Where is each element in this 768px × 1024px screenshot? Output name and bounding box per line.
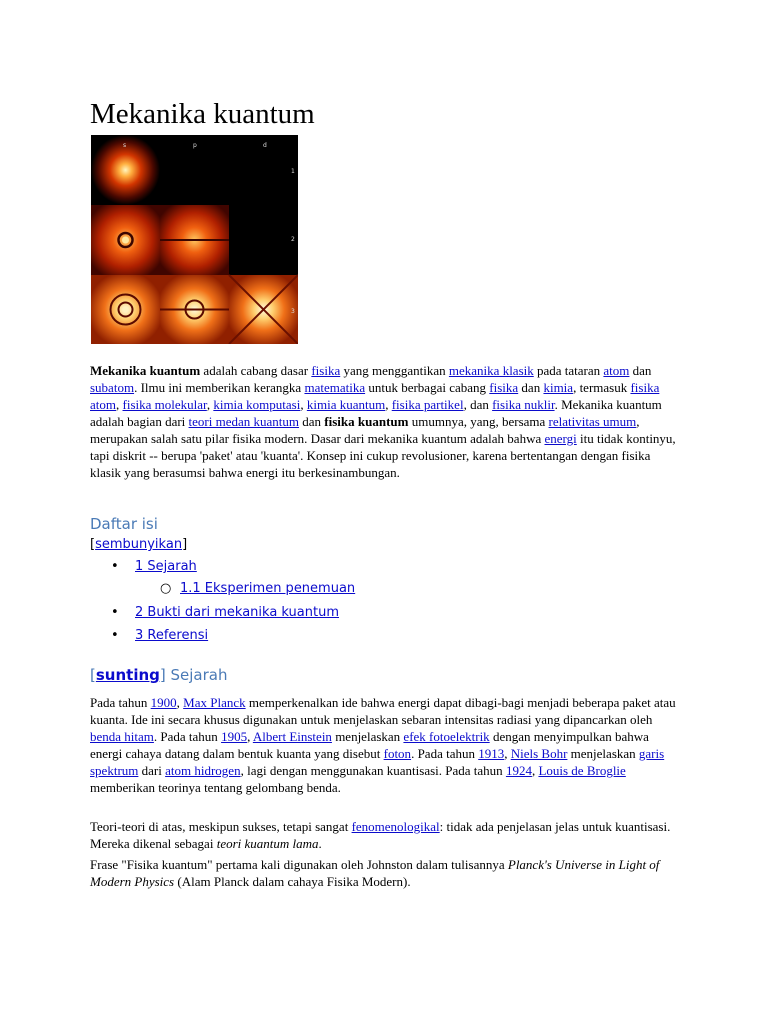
text-run: dengan menyimpulkan bahwa energi cahaya datang dalam bentuk kuanta yang disebut — [90, 729, 649, 761]
text-run: , — [300, 397, 307, 412]
bold-term: Mekanika kuantum — [90, 363, 201, 378]
toc-hide-link[interactable]: sembunyikan — [95, 537, 183, 552]
inline-link[interactable]: Albert Einstein — [252, 729, 332, 744]
col-label-s: s — [123, 142, 127, 149]
text-run: . Pada tahun — [153, 729, 222, 744]
inline-link[interactable]: matematika — [304, 380, 366, 395]
inline-link[interactable]: fisika atom — [90, 380, 660, 412]
inline-link[interactable]: 1900 — [150, 695, 177, 710]
col-label-p: p — [193, 142, 197, 149]
text-run: Pada tahun — [90, 695, 151, 710]
text-run: . Mekanika kuantum adalah bagian dari — [90, 397, 662, 429]
toc-item-eksperimen: ○ 1.1 Eksperimen penemuan — [160, 581, 356, 596]
text-run: untuk berbagai cabang — [365, 380, 490, 395]
inline-link[interactable]: fisika partikel — [391, 397, 464, 412]
inline-link[interactable]: fenomenologikal — [351, 819, 440, 834]
intro-paragraph — [90, 362, 680, 481]
toc-item-sejarah: • 1 Sejarah — [111, 559, 197, 574]
text-run: , — [206, 397, 214, 412]
text-run: dan — [518, 380, 544, 395]
inline-link[interactable]: subatom — [90, 380, 135, 395]
text-run: dan — [629, 363, 652, 378]
row-label-3: 3 — [291, 308, 295, 315]
inline-link[interactable]: atom — [603, 363, 630, 378]
text-run: Teori-teori di atas, meskipun sukses, tetapi sangat — [90, 819, 352, 834]
inline-link[interactable]: kimia — [543, 380, 574, 395]
inline-link[interactable]: Max Planck — [183, 695, 246, 710]
inline-link[interactable]: relativitas umum — [548, 414, 637, 429]
text-run: dan — [299, 414, 325, 429]
row-label-2: 2 — [291, 236, 295, 243]
text-run: , — [531, 763, 539, 778]
text-run: memberikan teorinya tentang gelombang benda. — [90, 780, 341, 795]
section-heading-sejarah: [sunting] Sejarah — [90, 666, 228, 684]
text-run: yang menggantikan — [340, 363, 449, 378]
inline-link[interactable]: fisika nuklir — [492, 397, 555, 412]
inline-link[interactable]: fisika — [489, 380, 519, 395]
row-label-1: 1 — [291, 168, 295, 175]
text-run: memperkenalkan ide bahwa energi dapat dibagi-bagi menjadi beberapa paket atau kuanta. Ide ini secara khusus digunakan untuk menjelaskan sebaran intensitas radiasi yang dipancarkan oleh — [90, 695, 676, 727]
teori-paragraph — [90, 818, 680, 852]
inline-link[interactable]: benda hitam — [90, 729, 154, 744]
inline-link[interactable]: fisika molekular — [122, 397, 207, 412]
italic-text: Planck's Universe in Light of Modern Physics — [90, 857, 660, 889]
toc-link-sejarah[interactable]: 1 Sejarah — [135, 559, 197, 574]
inline-link[interactable]: atom hidrogen — [165, 763, 241, 778]
inline-link[interactable]: teori medan kuantum — [188, 414, 300, 429]
frase-paragraph — [90, 856, 680, 890]
text-run: . Ilmu ini memberikan kerangka — [134, 380, 305, 395]
inline-link[interactable]: Louis de Broglie — [538, 763, 626, 778]
toc-toggle: [sembunyikan] — [90, 537, 188, 552]
inline-link[interactable]: mekanika klasik — [448, 363, 534, 378]
text-run: Frase "Fisika kuantum" pertama kali digunakan oleh Johnston dalam tulisannya — [90, 857, 508, 872]
inline-link[interactable]: kimia kuantum — [306, 397, 386, 412]
text-run: itu tidak kontinyu, tapi diskrit -- berupa 'paket' atau 'kuanta'. Konsep ini cukup revolusioner, karena bertentangan dengan fisika klasik yang berasumsi bahwa energi itu berkesinambungan. — [90, 431, 676, 480]
edit-section-link[interactable]: sunting — [95, 666, 160, 684]
text-run: umumnya, yang, bersama — [408, 414, 549, 429]
orbital-2d — [229, 205, 298, 275]
orbital-3p — [160, 275, 229, 344]
italic-text: teori kuantum lama — [216, 836, 319, 851]
inline-link[interactable]: 1913 — [478, 746, 505, 761]
text-run: . Pada tahun — [411, 746, 479, 761]
text-run: : tidak ada penjelasan jelas untuk kuantisasi. Mereka dikenal sebagai — [90, 819, 671, 851]
text-run: pada tataran — [533, 363, 604, 378]
toc-heading: Daftar isi — [90, 515, 158, 533]
inline-link[interactable]: Niels Bohr — [510, 746, 568, 761]
sejarah-paragraph — [90, 694, 680, 796]
text-run: adalah cabang dasar — [200, 363, 312, 378]
text-run: (Alam Planck dalam cahaya Fisika Modern). — [174, 874, 411, 889]
text-run: , — [116, 397, 123, 412]
text-run: menjelaskan — [567, 746, 639, 761]
orbital-figure — [91, 135, 298, 344]
text-run: , — [247, 729, 253, 744]
text-run: , dan — [463, 397, 493, 412]
text-run: dari — [138, 763, 166, 778]
inline-link[interactable]: efek fotoelektrik — [403, 729, 490, 744]
orbital-2s — [91, 205, 160, 275]
orbital-figure-svg — [91, 135, 298, 344]
text-run: , — [385, 397, 392, 412]
orbital-3s — [91, 275, 160, 344]
text-run: , lagi dengan menggunakan kuantisasi. Pada tahun — [240, 763, 506, 778]
orbital-3d — [229, 275, 298, 344]
text-run: , — [176, 695, 184, 710]
text-run: , termasuk — [573, 380, 631, 395]
inline-link[interactable]: fisika — [311, 363, 341, 378]
inline-link[interactable]: garis spektrum — [90, 746, 665, 778]
inline-link[interactable]: 1905 — [221, 729, 248, 744]
text-run: , — [504, 746, 511, 761]
inline-link[interactable]: kimia komputasi — [213, 397, 301, 412]
toc-link-eksperimen[interactable]: 1.1 Eksperimen penemuan — [180, 581, 356, 596]
page-title: Mekanika kuantum — [90, 98, 315, 130]
inline-link[interactable]: foton — [383, 746, 412, 761]
toc-link-bukti[interactable]: 2 Bukti dari mekanika kuantum — [135, 605, 339, 620]
inline-link[interactable]: 1924 — [505, 763, 532, 778]
orbital-2p — [160, 205, 229, 275]
bold-term: fisika kuantum — [324, 414, 409, 429]
col-label-d: d — [263, 142, 267, 149]
toc-link-referensi[interactable]: 3 Referensi — [135, 628, 209, 643]
text-run: , merupakan salah satu pilar fisika modern. Dasar dari mekanika kuantum adalah bahwa — [90, 414, 640, 446]
text-run: . — [318, 836, 322, 851]
inline-link[interactable]: energi — [544, 431, 577, 446]
toc-item-referensi: • 3 Referensi — [111, 628, 209, 643]
text-run: menjelaskan — [331, 729, 404, 744]
toc-item-bukti: • 2 Bukti dari mekanika kuantum — [111, 605, 339, 620]
